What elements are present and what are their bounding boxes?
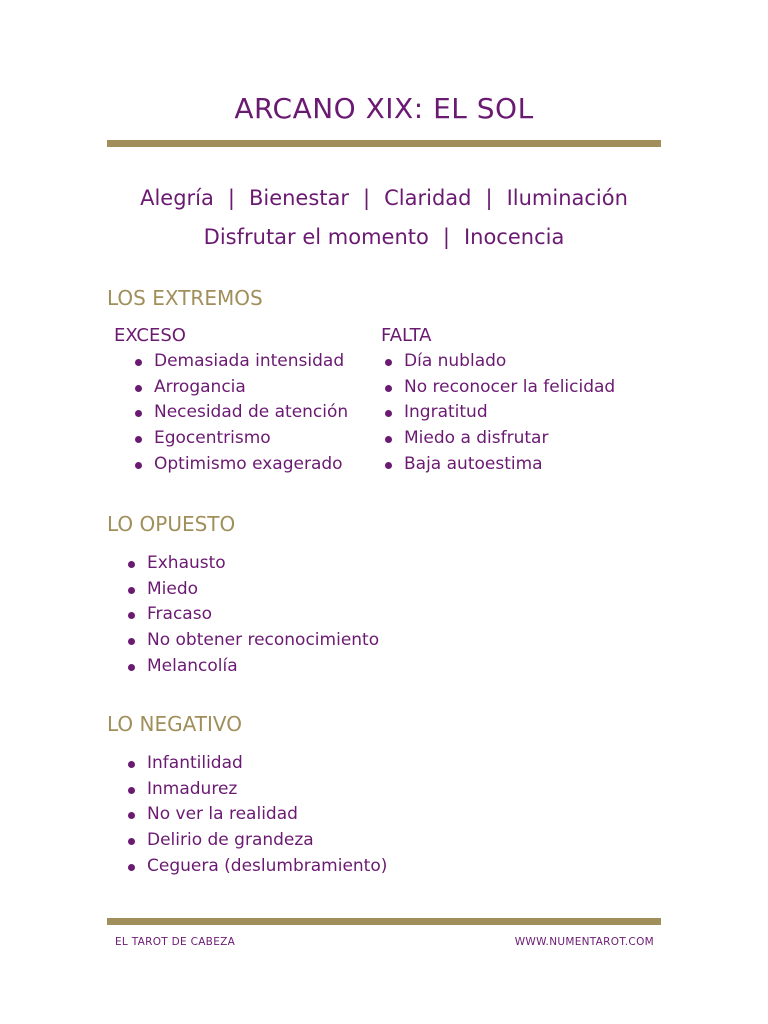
keyword: Disfrutar el momento <box>203 225 429 249</box>
list-item: No reconocer la felicidad <box>381 375 615 401</box>
falta-list <box>381 349 615 477</box>
list-item: Demasiada intensidad <box>131 349 348 375</box>
list-item: Infantilidad <box>124 751 387 777</box>
bottom-divider <box>107 918 661 925</box>
list-item: Miedo <box>124 577 379 603</box>
list-item: No obtener reconocimiento <box>124 628 379 654</box>
list-item: Egocentrismo <box>131 426 348 452</box>
list-item: Optimismo exagerado <box>131 452 348 478</box>
list-item: Miedo a disfrutar <box>381 426 615 452</box>
footer-brand: EL TAROT DE CABEZA <box>115 936 236 948</box>
footer-website: WWW.NUMENTAROT.COM <box>514 936 654 948</box>
section-title-extremos: LOS EXTREMOS <box>107 286 263 310</box>
keyword-separator: | <box>363 186 371 210</box>
keyword: Alegría <box>140 186 214 210</box>
keyword-separator: | <box>442 225 450 249</box>
keyword: Inocencia <box>463 225 565 249</box>
keywords-line-1 <box>0 186 768 210</box>
page-title: ARCANO XIX: EL SOL <box>234 92 534 125</box>
section-title-opuesto: LO OPUESTO <box>107 512 236 536</box>
list-item: Melancolía <box>124 654 379 680</box>
list-item: Arrogancia <box>131 375 348 401</box>
list-item: Necesidad de atención <box>131 400 348 426</box>
list-item: Fracaso <box>124 602 379 628</box>
list-item: Exhausto <box>124 551 379 577</box>
keyword-separator: | <box>485 186 493 210</box>
keyword: Bienestar <box>248 186 350 210</box>
list-item: Delirio de grandeza <box>124 828 387 854</box>
keywords-line-2 <box>0 225 768 249</box>
list-item: Día nublado <box>381 349 615 375</box>
list-item: Baja autoestima <box>381 452 615 478</box>
keyword-separator: | <box>227 186 235 210</box>
list-item: Ceguera (deslumbramiento) <box>124 854 387 880</box>
list-item: Ingratitud <box>381 400 615 426</box>
keyword: Claridad <box>384 186 472 210</box>
negativo-list <box>124 751 387 879</box>
section-title-negativo: LO NEGATIVO <box>107 712 242 736</box>
exceso-list <box>131 349 348 477</box>
falta-label: FALTA <box>381 325 432 346</box>
list-item: No ver la realidad <box>124 802 387 828</box>
keyword: Iluminación <box>506 186 628 210</box>
exceso-label: EXCESO <box>114 325 186 346</box>
opuesto-list <box>124 551 379 679</box>
top-divider <box>107 140 661 147</box>
list-item: Inmadurez <box>124 777 387 803</box>
